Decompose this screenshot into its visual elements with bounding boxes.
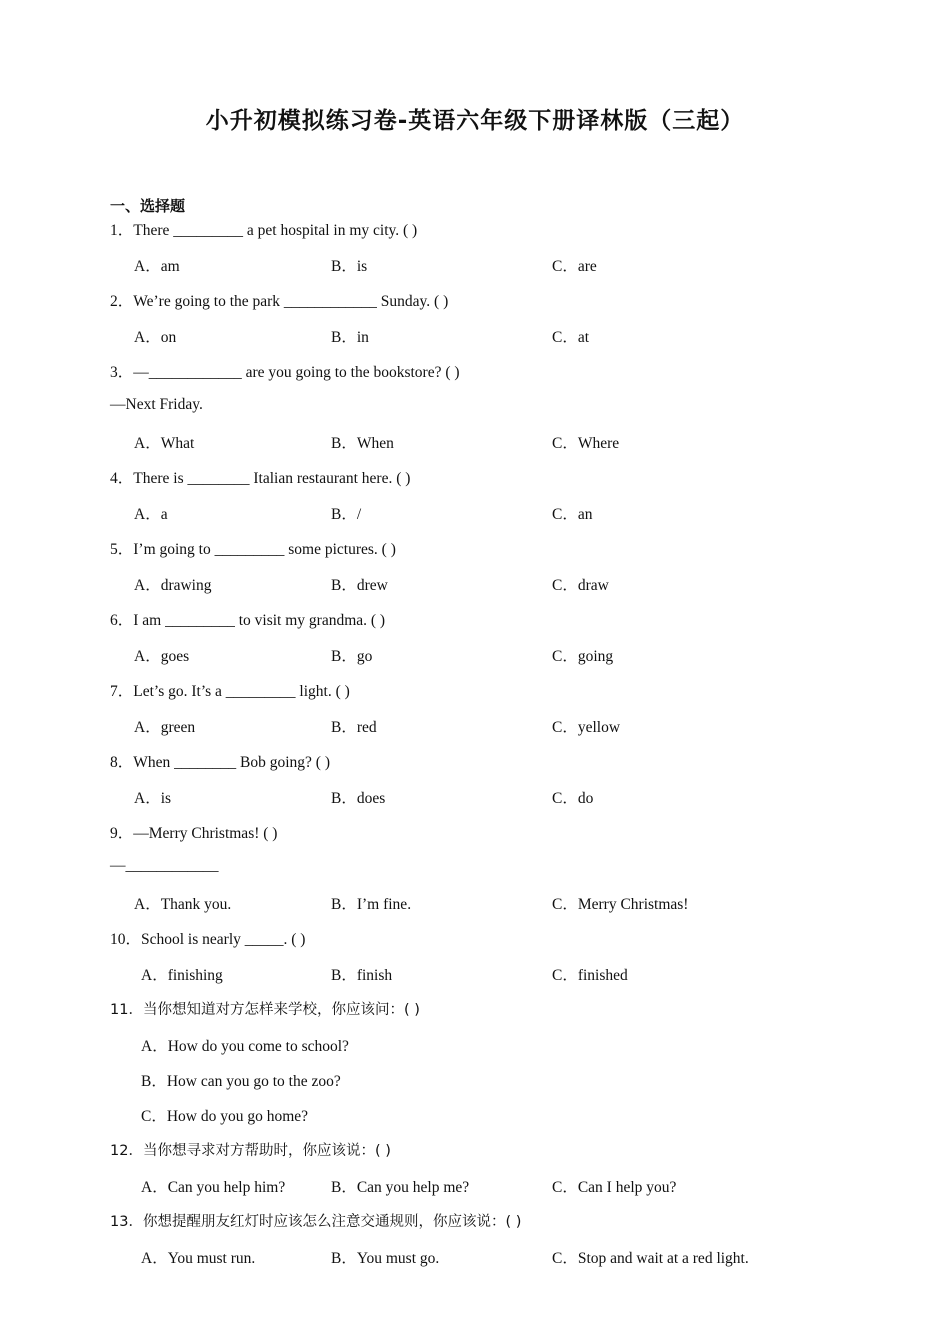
option-b[interactable]: B．finish [331, 967, 393, 984]
question-stem: 1．There _________ a pet hospital in my city. ( ) [110, 222, 418, 239]
question-stem: 6．I am _________ to visit my grandma. ( ) [110, 612, 386, 629]
question-stem: 5．I’m going to _________ some pictures. ( ) [110, 541, 396, 558]
question-stem: 2．We’re going to the park ____________ Sunday. ( ) [110, 293, 449, 310]
option-b[interactable]: B．/ [331, 506, 362, 523]
option-c[interactable]: C．are [552, 258, 597, 275]
option-b[interactable]: B．is [331, 258, 368, 275]
option-a[interactable]: A．green [134, 719, 196, 736]
question-stem: 4．There is ________ Italian restaurant here. ( ) [110, 470, 411, 487]
option-b[interactable]: B．go [331, 648, 373, 665]
question-stem: 3．—____________ are you going to the bookstore? ( ) [110, 364, 460, 381]
option-c[interactable]: C．Stop and wait at a red light. [552, 1250, 749, 1267]
option-c[interactable]: C．Merry Christmas! [552, 896, 689, 913]
option-a[interactable]: A．You must run. [141, 1250, 256, 1267]
option-c[interactable]: C．yellow [552, 719, 621, 736]
option-a[interactable]: A．is [134, 790, 172, 807]
option-a[interactable]: A．What [134, 435, 195, 452]
section-heading: 一、选择题 [110, 197, 186, 215]
page-title: 小升初模拟练习卷-英语六年级下册译林版（三起） [205, 108, 745, 134]
option-c[interactable]: C．at [552, 329, 590, 346]
question-stem: 12．当你想寻求对方帮助时，你应该说：( ) [110, 1143, 391, 1159]
question-stem: 11．当你想知道对方怎样来学校，你应该问：( ) [110, 1002, 420, 1018]
question-stem: 10．School is nearly _____. ( ) [110, 931, 306, 948]
question-stem: 8．When ________ Bob going? ( ) [110, 754, 330, 771]
option-c[interactable]: C．How do you go home? [141, 1108, 309, 1125]
option-b[interactable]: B．drew [331, 577, 388, 594]
option-c[interactable]: C．finished [552, 967, 628, 984]
option-a[interactable]: A．Can you help him? [141, 1179, 286, 1196]
option-b[interactable]: B．in [331, 329, 369, 346]
option-a[interactable]: A．goes [134, 648, 190, 665]
question-dialogue: —Next Friday. [110, 396, 203, 413]
option-c[interactable]: C．do [552, 790, 594, 807]
option-c[interactable]: C．going [552, 648, 614, 665]
option-c[interactable]: C．Can I help you? [552, 1179, 677, 1196]
option-b[interactable]: B．red [331, 719, 377, 736]
question-stem: 9．—Merry Christmas! ( ) [110, 825, 278, 842]
option-a[interactable]: A．finishing [141, 967, 223, 984]
question-stem: 7．Let’s go. It’s a _________ light. ( ) [110, 683, 350, 700]
option-b[interactable]: B．You must go. [331, 1250, 440, 1267]
question-stem: 13．你想提醒朋友红灯时应该怎么注意交通规则，你应该说：( ) [110, 1214, 522, 1230]
option-c[interactable]: C．Where [552, 435, 620, 452]
option-b[interactable]: B．How can you go to the zoo? [141, 1073, 341, 1090]
option-b[interactable]: B．Can you help me? [331, 1179, 470, 1196]
option-a[interactable]: A．Thank you. [134, 896, 232, 913]
option-a[interactable]: A．on [134, 329, 177, 346]
option-a[interactable]: A．a [134, 506, 168, 523]
question-dialogue: —____________ [110, 857, 219, 874]
option-a[interactable]: A．am [134, 258, 180, 275]
option-c[interactable]: C．draw [552, 577, 609, 594]
option-c[interactable]: C．an [552, 506, 593, 523]
option-a[interactable]: A．drawing [134, 577, 212, 594]
option-b[interactable]: B．does [331, 790, 386, 807]
option-b[interactable]: B．I’m fine. [331, 896, 412, 913]
option-a[interactable]: A．How do you come to school? [141, 1038, 349, 1055]
option-b[interactable]: B．When [331, 435, 394, 452]
